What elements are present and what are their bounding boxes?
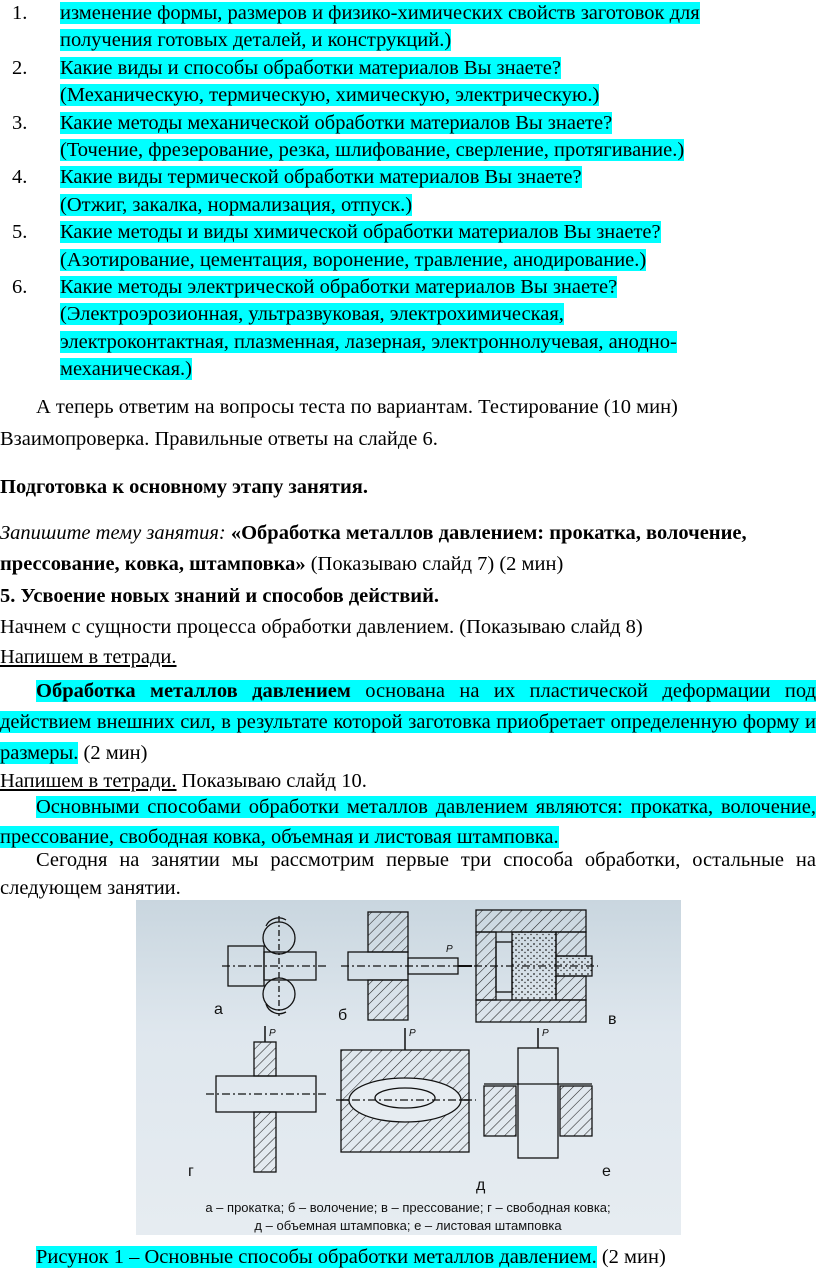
test-line-1: А теперь ответим на вопросы теста по вариантам. Тестирование (10 мин) (36, 396, 678, 418)
definition-time: (2 мин) (78, 742, 148, 764)
question-line: Какие методы электрической обработки материалов Вы знаете? (60, 276, 618, 299)
section-5-heading: 5. Усвоение новых знаний и способов действий. (0, 585, 440, 607)
force-label-e: P (542, 1028, 549, 1039)
diagram-die-forging (336, 1028, 476, 1152)
label-d: д (476, 1177, 486, 1194)
question-item (0, 274, 800, 384)
label-g: г (188, 1163, 194, 1180)
question-line: электроконтактная, плазменная, лазерная, электроннолучевая, анодно- (60, 330, 677, 353)
question-line: получения готовых деталей, и конструкций.) (60, 29, 452, 52)
methods-text: Основными способами обработки металлов давлением являются: прокатка, волочение, прессование, свободная ковка, объемная и листовая штамповка. (0, 796, 816, 848)
question-line: Какие методы и виды химической обработки материалов Вы знаете? (60, 221, 661, 244)
topic-note: (Показываю слайд 7) (2 мин) (310, 553, 564, 575)
definition-paragraph (0, 676, 816, 769)
label-b: б (338, 1007, 348, 1024)
figure-pressure-methods (136, 900, 681, 1235)
diagram-free-forging (206, 1026, 326, 1172)
caption-time: (2 мин) (596, 1246, 666, 1268)
methods-paragraph (0, 792, 816, 852)
figure-caption (36, 1244, 666, 1271)
topic-label: Запишите тему занятия: (0, 522, 226, 544)
question-number: 3. (12, 111, 28, 134)
diagram-drawing (341, 912, 472, 1020)
question-line: (Электроэрозионная, ультразвуковая, электрохимическая, (60, 303, 564, 326)
definition-term: Обработка металлов давлением (36, 680, 351, 702)
intro-paragraph: Начнем с сущности процесса обработки давлением. (Показываю слайд 8) (0, 616, 643, 638)
question-item (0, 0, 800, 55)
label-a: а (214, 1001, 223, 1018)
question-item (0, 55, 800, 110)
question-line: изменение формы, размеров и физико-химических свойств заготовок для (60, 2, 700, 24)
question-line: Какие виды термической обработки материалов Вы знаете? (60, 166, 582, 189)
question-line: Какие виды и способы обработки материалов Вы знаете? (60, 56, 561, 79)
topic-paragraph (0, 518, 816, 580)
test-line-2: Взаимопроверка. Правильные ответы на слайде 6. (0, 428, 438, 450)
question-number: 6. (12, 276, 28, 299)
topic-title: «Обработка металлов давлением: прокатка, волочение, прессование, ковка, штамповка» (0, 522, 747, 575)
question-number: 1. (12, 2, 28, 24)
question-item (0, 110, 800, 165)
question-item (0, 219, 800, 274)
diagram-rolling (222, 916, 326, 1016)
caption-text: Рисунок 1 – Основные способы обработки металлов давлением. (36, 1246, 597, 1268)
question-number: 5. (12, 221, 28, 244)
write-in-notebook-1: Напишем в тетради. (0, 646, 177, 668)
question-line: (Отжиг, закалка, нормализация, отпуск.) (60, 193, 413, 216)
figure-legend-1: а – прокатка; б – волочение; в – прессование; г – свободная ковка; (205, 1200, 611, 1215)
figure-drawing (136, 900, 681, 1235)
question-number: 4. (12, 166, 28, 189)
definition-body: основана на их пластической деформации под действием внешних сил, в результате которой заготовка приобретает определенную форму и размеры. (0, 680, 816, 764)
prep-heading: Подготовка к основному этапу занятия. (0, 476, 368, 498)
question-line: (Точение, фрезерование, резка, шлифование, сверление, протягивание.) (60, 139, 685, 162)
question-line: (Азотирование, цементация, воронение, травление, анодирование.) (60, 248, 647, 271)
figure-legend-2: д – объемная штамповка; е – листовая штамповка (254, 1218, 562, 1233)
label-e: е (602, 1163, 611, 1180)
question-number: 2. (12, 56, 28, 79)
question-line: Какие методы механической обработки материалов Вы знаете? (60, 111, 613, 134)
question-line: механическая.) (60, 358, 192, 381)
diagram-sheet-stamping (484, 1028, 592, 1158)
question-item (0, 164, 800, 219)
write-label: Напишем в тетради. (0, 770, 177, 792)
question-line: (Механическую, термическую, химическую, электрическую.) (60, 84, 600, 107)
today-paragraph: Сегодня на занятии мы рассмотрим первые три способа обработки, остальные на следующем занятии. (0, 849, 816, 899)
force-label-d: P (409, 1028, 416, 1039)
question-list (0, 0, 800, 384)
force-label-g: P (269, 1028, 276, 1039)
write-rest: Показываю слайд 10. (176, 770, 367, 792)
diagram-extrusion (458, 910, 598, 1022)
force-label-b: P (446, 944, 453, 955)
label-v: в (608, 1011, 617, 1028)
